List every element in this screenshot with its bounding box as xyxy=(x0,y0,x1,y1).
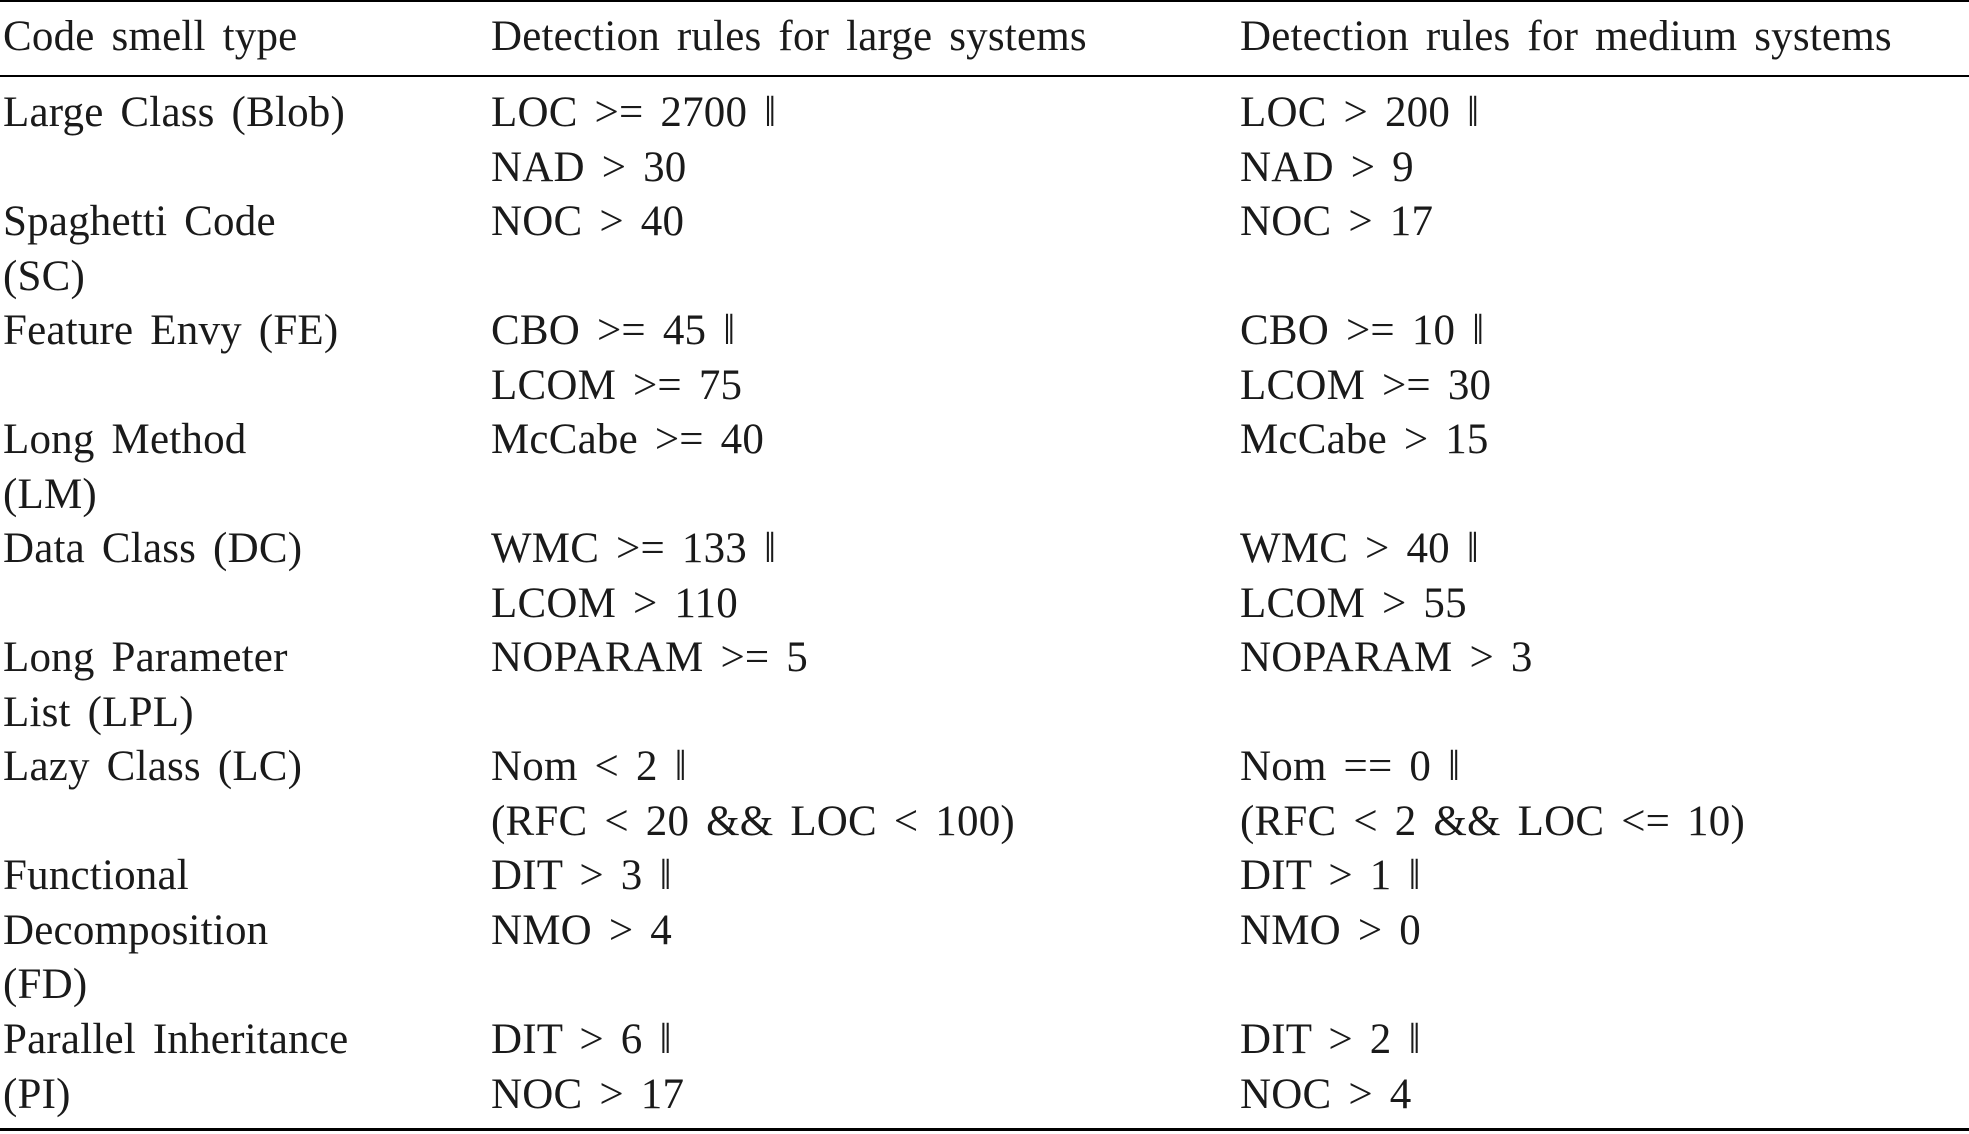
table-row-large-rule xyxy=(491,304,742,413)
smell-line: (SC) xyxy=(3,252,86,300)
table-row-smell xyxy=(3,195,276,304)
table-row-smell xyxy=(3,522,302,577)
rule-line: Nom < 2 ‖ xyxy=(491,743,687,790)
rule-line: McCabe >= 40 xyxy=(491,416,765,463)
header-large-systems: Detection rules for large systems xyxy=(491,13,1087,60)
rule-line: WMC > 40 ‖ xyxy=(1240,525,1480,572)
header-medium-systems: Detection rules for medium systems xyxy=(1240,13,1892,60)
rule-line: LOC > 200 ‖ xyxy=(1240,89,1480,136)
smell-line: Spaghetti Code xyxy=(3,198,276,245)
smell-line: Data Class (DC) xyxy=(3,525,303,572)
smell-line: (PI) xyxy=(3,1070,71,1118)
table-row-medium-rule xyxy=(1240,413,1489,468)
smell-line: Parallel Inheritance xyxy=(3,1016,349,1063)
smell-line: Long Method xyxy=(3,416,247,463)
table-row-medium-rule xyxy=(1240,304,1491,413)
table-row-large-rule xyxy=(491,86,776,195)
rule-line: CBO >= 45 ‖ xyxy=(491,307,736,354)
smell-line: Decomposition xyxy=(3,906,269,954)
table-row-medium-rule xyxy=(1240,849,1421,958)
table-row-smell xyxy=(3,304,338,359)
table-row-smell xyxy=(3,631,288,740)
rule-line: McCabe > 15 xyxy=(1240,416,1489,463)
table-row-smell xyxy=(3,413,246,522)
rule-line: NOC > 40 xyxy=(491,198,685,245)
rule-line: (RFC < 20 && LOC < 100) xyxy=(491,797,1015,845)
rule-line: NAD > 9 xyxy=(1240,143,1414,191)
rule-line: LCOM > 110 xyxy=(491,579,738,627)
table-row-medium-rule xyxy=(1240,631,1533,686)
table-row-medium-rule xyxy=(1240,195,1433,250)
rule-line: NOC > 4 xyxy=(1240,1070,1412,1118)
table-row-medium-rule xyxy=(1240,740,1745,849)
rule-line: (RFC < 2 && LOC <= 10) xyxy=(1240,797,1745,845)
smell-line: Functional xyxy=(3,852,189,899)
rule-line: DIT > 2 ‖ xyxy=(1240,1016,1421,1063)
table-row-smell xyxy=(3,1013,348,1122)
rule-line: NOC > 17 xyxy=(491,1070,685,1118)
table-row-large-rule xyxy=(491,413,764,468)
rule-line: NOPARAM > 3 xyxy=(1240,634,1533,681)
smell-line: Lazy Class (LC) xyxy=(3,743,303,790)
rule-line: CBO >= 10 ‖ xyxy=(1240,307,1485,354)
rule-line: NAD > 30 xyxy=(491,143,687,191)
smell-line: Long Parameter xyxy=(3,634,288,681)
table-row-smell xyxy=(3,849,268,1013)
table-row-large-rule xyxy=(491,631,808,686)
table-row-large-rule xyxy=(491,740,1015,849)
rule-line: Nom == 0 ‖ xyxy=(1240,743,1461,790)
smell-line: (LM) xyxy=(3,470,97,518)
rule-line: NOPARAM >= 5 xyxy=(491,634,808,681)
rule-line: NOC > 17 xyxy=(1240,198,1434,245)
rule-line: DIT > 3 ‖ xyxy=(491,852,672,899)
table-row-smell xyxy=(3,740,302,795)
table-row-large-rule xyxy=(491,522,776,631)
smell-line: Large Class (Blob) xyxy=(3,89,346,136)
table-row-medium-rule xyxy=(1240,1013,1421,1122)
rule-line: LCOM > 55 xyxy=(1240,579,1467,627)
rule-line: LCOM >= 75 xyxy=(491,361,743,409)
table-row-medium-rule xyxy=(1240,86,1479,195)
table-row-large-rule xyxy=(491,849,672,958)
table-bottom-rule xyxy=(0,1128,1969,1131)
rule-line: LCOM >= 30 xyxy=(1240,361,1492,409)
table-row-large-rule xyxy=(491,195,684,250)
smell-line: (FD) xyxy=(3,961,88,1008)
rule-line: NMO > 0 xyxy=(1240,906,1421,954)
smell-line: Feature Envy (FE) xyxy=(3,307,339,354)
rule-line: DIT > 6 ‖ xyxy=(491,1016,672,1063)
rule-line: NMO > 4 xyxy=(491,906,672,954)
smell-line: List (LPL) xyxy=(3,688,194,736)
table-row-medium-rule xyxy=(1240,522,1479,631)
rule-line: WMC >= 133 ‖ xyxy=(491,525,777,572)
table-row-large-rule xyxy=(491,1013,684,1122)
table-top-rule xyxy=(0,0,1969,2)
rule-line: DIT > 1 ‖ xyxy=(1240,852,1421,899)
table-row-smell xyxy=(3,86,345,141)
rule-line: LOC >= 2700 ‖ xyxy=(491,89,777,136)
header-code-smell-type: Code smell type xyxy=(3,13,298,60)
table-header-rule xyxy=(0,75,1969,77)
